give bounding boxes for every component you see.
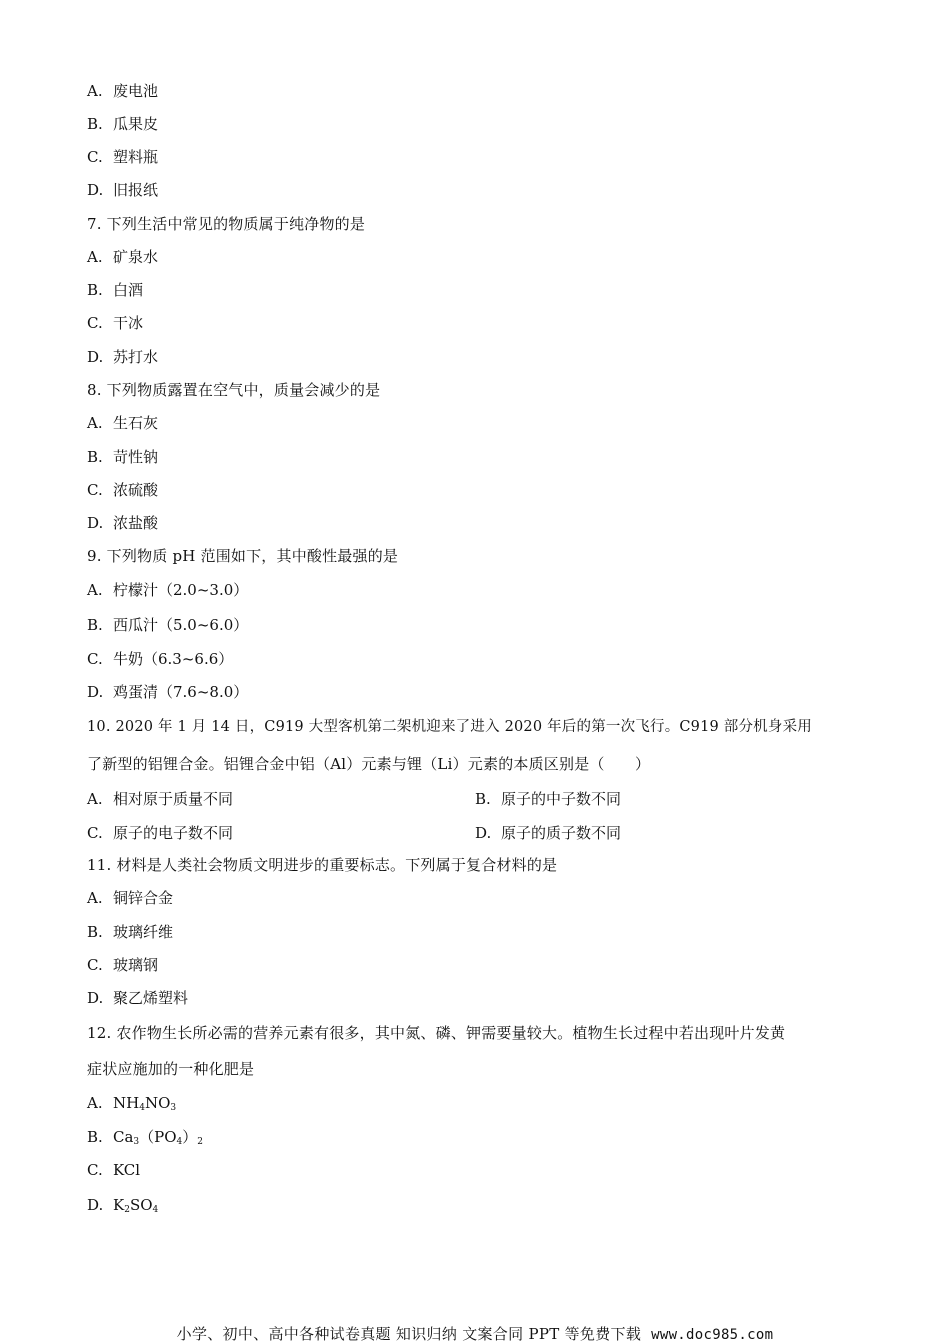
q12-stem-line1: 12. 农作物生长所必需的营养元素有很多，其中氮、磷、钾需要量较大。植物生长过程中若出现叶片发黄	[87, 1024, 786, 1042]
q6-option-d: D. 旧报纸	[87, 181, 159, 199]
page-footer	[0, 1325, 950, 1344]
q11-option-d: D. 聚乙烯塑料	[87, 989, 189, 1007]
q11-stem: 11. 材料是人类社会物质文明进步的重要标志。下列属于复合材料的是	[87, 856, 558, 874]
q12-option-b: B. $Ca_3(PO_4)_2$	[87, 1128, 204, 1147]
q11-option-a: A. 铜锌合金	[87, 889, 174, 907]
q11-option-c: C. 玻璃钢	[87, 956, 159, 974]
q12-stem-line2: 症状应施加的一种化肥是	[87, 1060, 255, 1078]
q7-option-d: D. 苏打水	[87, 348, 159, 366]
q9-option-d: D. 鸡蛋清（7.6~8.0）	[87, 683, 249, 701]
q10-option-d: D. 原子的质子数不同	[475, 824, 622, 842]
q10-option-b: B. 原子的中子数不同	[475, 790, 622, 808]
q12-option-c: C. KCl	[87, 1161, 141, 1179]
q6-option-c: C. 塑料瓶	[87, 148, 159, 166]
q9-stem: 9. 下列物质 pH 范围如下，其中酸性最强的是	[87, 547, 399, 565]
q10-option-a: A. 相对原于质量不同	[87, 790, 234, 808]
q10-option-c: C. 原子的电子数不同	[87, 824, 234, 842]
q9-option-b: B. 西瓜汁（5.0~6.0）	[87, 616, 249, 634]
q9-option-a: A. 柠檬汁（2.0~3.0）	[87, 581, 249, 599]
q7-option-a: A. 矿泉水	[87, 248, 159, 266]
q7-option-b: B. 白酒	[87, 281, 144, 299]
q6-option-b: B. 瓜果皮	[87, 115, 159, 133]
q8-option-a: A. 生石灰	[87, 414, 159, 432]
q12-option-d: D. $K_2SO_4$	[87, 1196, 159, 1215]
q8-stem: 8. 下列物质露置在空气中，质量会减少的是	[87, 381, 381, 399]
q7-stem: 7. 下列生活中常见的物质属于纯净物的是	[87, 215, 366, 233]
q8-option-d: D. 浓盐酸	[87, 514, 159, 532]
q6-option-a: A. 废电池	[87, 82, 159, 100]
q8-option-b: B. 苛性钠	[87, 448, 159, 466]
q10-stem-line1: 10. 2020 年 1 月 14 日，C919 大型客机第二架机迎来了进入 2020 年后的第一次飞行。C919 部分机身采用	[87, 719, 812, 735]
q11-option-b: B. 玻璃纤维	[87, 923, 174, 941]
footer-site-link[interactable]: www.doc985.com	[651, 1327, 774, 1343]
q9-option-c: C. 牛奶（6.3~6.6）	[87, 650, 234, 668]
q8-option-c: C. 浓硫酸	[87, 481, 159, 499]
q7-option-c: C. 干冰	[87, 314, 144, 332]
q10-stem-line2: 了新型的铝锂合金。铝锂合金中铝（Al）元素与锂（Li）元素的本质区别是（ ）	[87, 755, 651, 773]
footer-text: 小学、初中、高中各种试卷真题 知识归纳 文案合同 PPT 等免费下载	[176, 1325, 642, 1343]
q12-option-a: A. $NH_4NO_3$	[87, 1094, 177, 1113]
